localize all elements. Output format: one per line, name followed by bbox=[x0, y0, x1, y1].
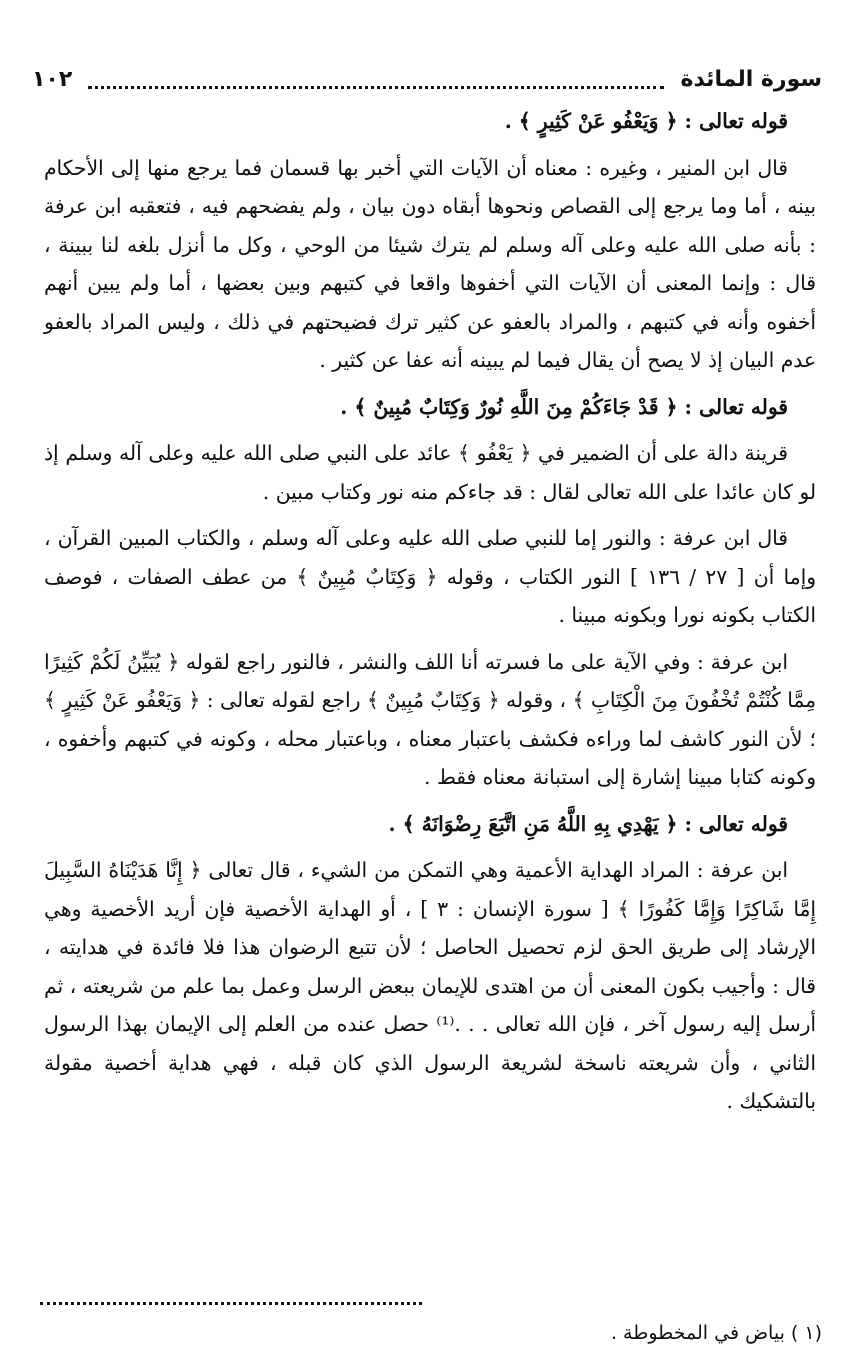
verse-heading: قوله تعالى : ﴿ قَدْ جَاءَكُمْ مِنَ اللَّهِ نُورٌ وَكِتَابٌ مُبِينٌ ﴾ . bbox=[340, 394, 788, 419]
commentary-paragraph: قال ابن عرفة : والنور إما للنبي صلى الله عليه وعلى آله وسلم ، والكتاب المبين القرآن ، وإما أن [ ٢٧ / ١٣٦ ] النور الكتاب ، وقوله ﴿ وَكِتَابٌ مُبِينٌ ﴾ من عطف الصفات ، فوصف الكتاب بكونه نورا وبكونه مبينا . bbox=[44, 526, 817, 627]
commentary-paragraph: ابن عرفة : المراد الهداية الأعمية وهي التمكن من الشيء ، قال تعالى ﴿ إِنَّا هَدَيْنَاهُ السَّبِيلَ إِمَّا شَاكِرًا وَإِمَّا كَفُورًا ﴾ [ سورة الإنسان : ٣ ] ، أو الهداية الأخصية فإن أريد الأخصية وهي الإرشاد إلى طريق الحق لزم تحصيل الحاصل ؛ لأن تتبع الرضوان هذا فلا فائدة في هدايته ، قال : وأجيب بكون المعنى أن من اهتدى للإيمان ببعض الرسل وعمل بما علم من شريعته ، ثم أرسل إليه رسول آخر ، فإن الله تعالى . . .⁽¹⁾ حصل عنده من العلم إلى الإيمان بهذا الرسول الثاني ، وأن شريعته ناسخة لشريعة الرسول الذي كان قبله ، فهي هداية أخصية مقولة بالتشكيك . bbox=[44, 858, 817, 1113]
footnote-rule bbox=[40, 1302, 422, 1305]
commentary-paragraph: قرينة دالة على أن الضمير في ﴿ يَعْفُو ﴾ عائد على النبي صلى الله عليه وعلى آله وسلم إذ لو كان عائدا على الله تعالى لقال : قد جاءكم منه نور وكتاب مبين . bbox=[44, 441, 816, 504]
page-number: ١٠٢ bbox=[32, 66, 73, 92]
page-header bbox=[32, 62, 822, 96]
commentary-paragraph: ابن عرفة : وفي الآية على ما فسرته أنا اللف والنشر ، فالنور راجع لقوله ﴿ يُبَيِّنُ لَكُمْ كَثِيرًا مِمَّا كُنْتُمْ تُخْفُونَ مِنَ الْكِتَابِ ﴾ ، وقوله ﴿ وَكِتَابٌ مُبِينٌ ﴾ راجع لقوله تعالى : ﴿ وَيَعْفُو عَنْ كَثِيرٍ ﴾ ؛ لأن النور كاشف لما وراءه فكشف باعتبار معناه ، وباعتبار محله ، وكونه في كتبهم وأخفوه ، وكونه كتابا مبينا إشارة إلى استبانة معناه فقط . bbox=[44, 649, 816, 789]
header-dotted-rule bbox=[88, 86, 664, 89]
verse-heading: قوله تعالى : ﴿ يَهْدِي بِهِ اللَّهُ مَنِ اتَّبَعَ رِضْوَانَهُ ﴾ . bbox=[388, 811, 788, 836]
surah-name: سورة المائدة bbox=[680, 66, 822, 92]
commentary-paragraph: قال ابن المنير ، وغيره : معناه أن الآيات التي أخبر بها قسمان فما يرجع منها إلى الأحكام بينه ، أما وما يرجع إلى القصاص ونحوها أبقاه دون بيان ، ولم يفضحهم فيه ، فتعقبه ابن عرفة : بأنه صلى الله عليه وعلى آله وسلم لم يترك شيئا من الوحي ، وكل ما أنزل بلغه لنا ببينة ، قال : وإنما المعنى أن الآيات التي أخفوها واقعا في كتبهم وبين بعضها ، أما ولم يبين أنهم أخفوه وأنه في كتبهم ، والمراد بالعفو عن كثير ترك فضيحتهم في ذلك ، وليس المراد بالعفو عدم البيان إذ لا يصح أن يقال فيما لم يبينه أنه عفا عن كثير . bbox=[44, 155, 816, 372]
page-body bbox=[44, 102, 816, 1121]
verse-heading: قوله تعالى : ﴿ وَيَعْفُو عَنْ كَثِيرٍ ﴾ . bbox=[504, 109, 788, 133]
footnote: (١ ) بياض في المخطوطة . bbox=[610, 1322, 822, 1344]
